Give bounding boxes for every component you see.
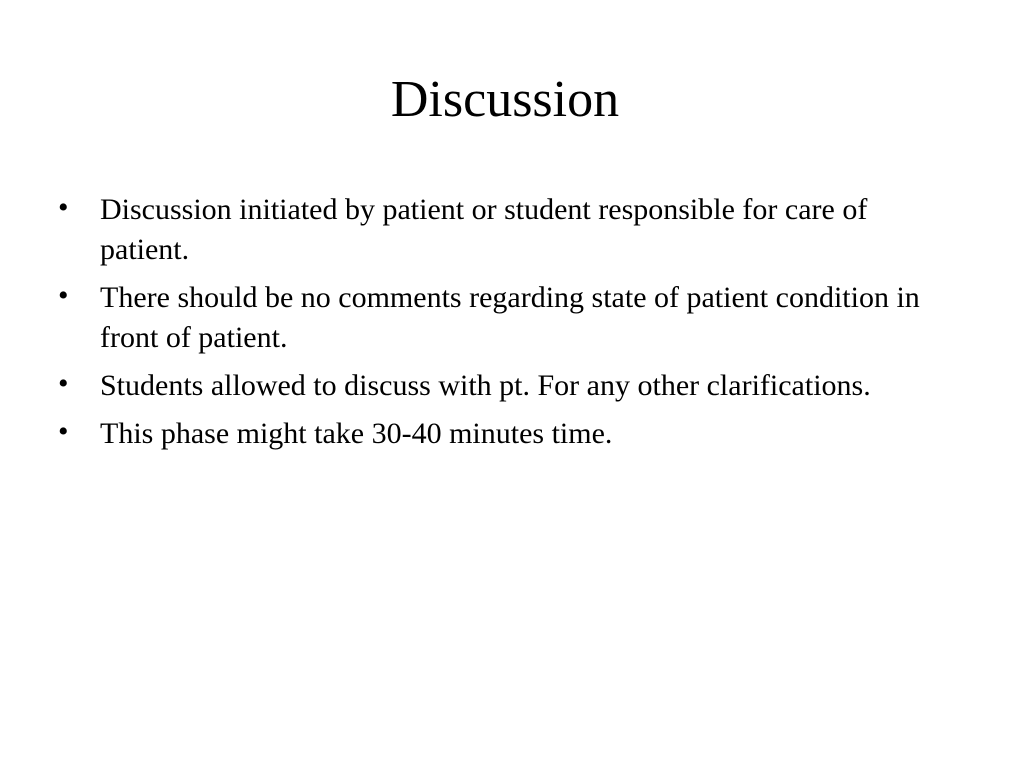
bullet-list	[58, 190, 958, 462]
bullet-item	[58, 366, 958, 406]
bullet-item	[58, 414, 958, 454]
bullet-item	[58, 190, 958, 270]
bullet-text: This phase might take 30-40 minutes time.	[100, 417, 613, 450]
bullet-text: Discussion initiated by patient or student responsible for care of patient.	[100, 193, 868, 266]
bullet-dot-icon: •	[58, 367, 69, 400]
bullet-text: There should be no comments regarding state of patient condition in front of patient.	[100, 281, 920, 354]
slide-title: Discussion	[390, 71, 620, 128]
bullet-dot-icon: •	[58, 415, 69, 448]
bullet-dot-icon: •	[58, 279, 69, 312]
bullet-dot-icon: •	[58, 191, 69, 224]
bullet-item	[58, 278, 958, 358]
bullet-text: Students allowed to discuss with pt. For any other clarifications.	[100, 369, 871, 402]
